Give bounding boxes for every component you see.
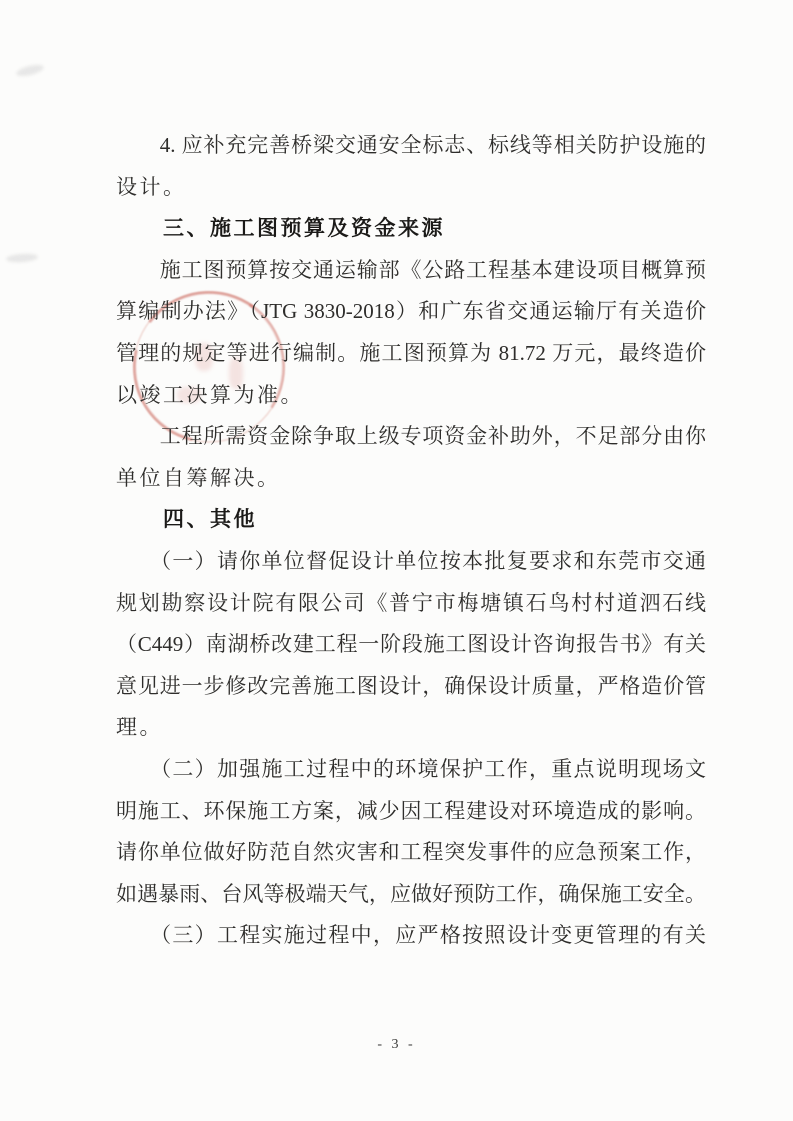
- text-line: 请你单位做好防范自然灾害和工程突发事件的应急预案工作，: [116, 840, 706, 865]
- scan-smudge: [15, 63, 44, 79]
- paragraph: [116, 541, 706, 749]
- section-heading-line: 三、施工图预算及资金来源: [116, 216, 445, 241]
- text-line: 明施工、环保施工方案，减少因工程建设对环境造成的影响。: [116, 798, 706, 823]
- section-heading-line: 四、其他: [116, 507, 257, 532]
- text-line: 算编制办法》（JTG 3830-2018）和广东省交通运输厅有关造价: [116, 299, 706, 324]
- text-line: 设计。: [116, 174, 187, 199]
- text-line: 意见进一步修改完善施工图设计，确保设计质量，严格造价管: [116, 673, 706, 698]
- section-heading: [116, 499, 706, 541]
- text-line: （C449）南湖桥改建工程一阶段施工图设计咨询报告书》有关: [116, 632, 706, 657]
- paragraph: [116, 250, 706, 416]
- paragraph: [116, 125, 706, 208]
- text-line: 4. 应补充完善桥梁交通安全标志、标线等相关防护设施的: [116, 133, 706, 157]
- scan-smudge: [6, 253, 38, 263]
- text-line: （二）加强施工过程中的环境保护工作，重点说明现场文: [116, 756, 706, 781]
- page-number: - 3 -: [377, 1037, 416, 1052]
- section-heading: [116, 208, 706, 250]
- paragraph: [116, 416, 706, 499]
- text-line: 施工图预算按交通运输部《公路工程基本建设项目概算预: [116, 257, 706, 282]
- paragraph: [116, 915, 706, 957]
- text-line: 规划勘察设计院有限公司《普宁市梅塘镇石鸟村村道泗石线: [116, 590, 706, 615]
- text-line: 如遇暴雨、台风等极端天气，应做好预防工作，确保施工安全。: [116, 881, 706, 906]
- text-line: （一）请你单位督促设计单位按本批复要求和东莞市交通: [116, 548, 706, 573]
- text-line: 管理的规定等进行编制。施工图预算为 81.72 万元，最终造价: [116, 340, 706, 365]
- document-text: [116, 125, 706, 957]
- text-line: 理。: [116, 715, 163, 740]
- text-line: 工程所需资金除争取上级专项资金补助外，不足部分由你: [116, 424, 706, 449]
- paragraph: [116, 749, 706, 915]
- text-line: （三）工程实施过程中，应严格按照设计变更管理的有关: [116, 923, 706, 948]
- text-line: 单位自筹解决。: [116, 465, 281, 490]
- text-line: 以竣工决算为准。: [116, 382, 304, 407]
